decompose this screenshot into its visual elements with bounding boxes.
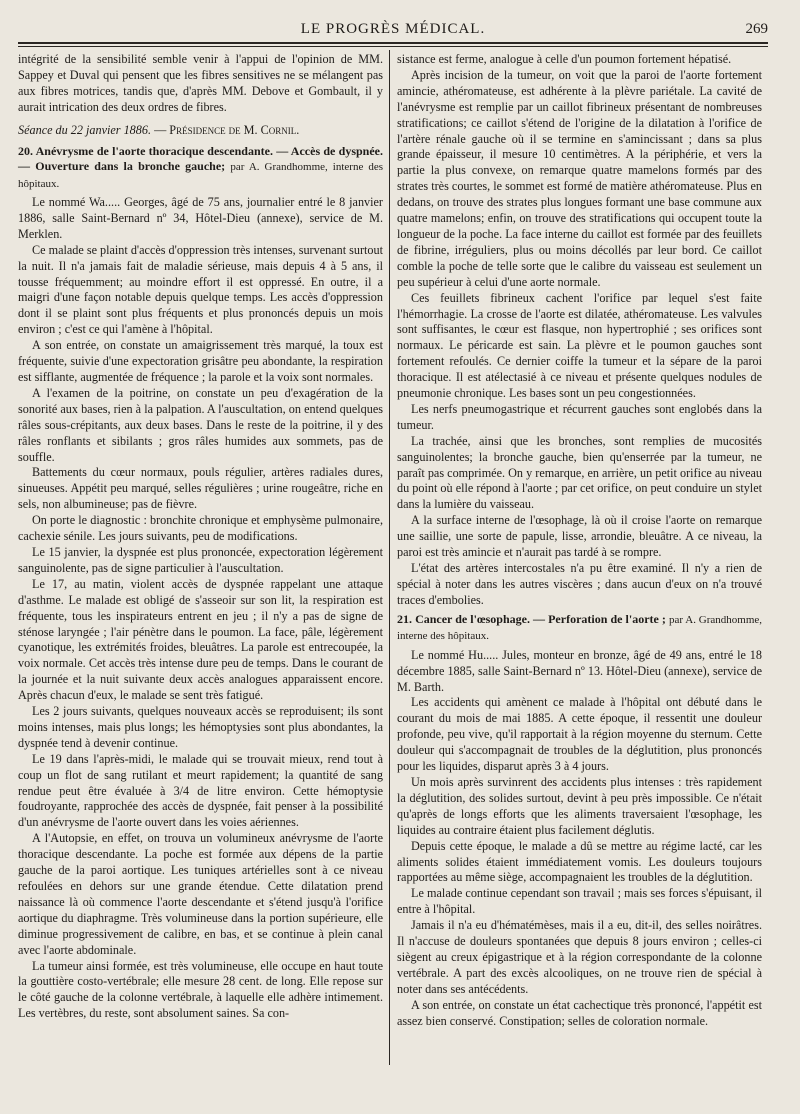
paragraph: A la surface interne de l'œsophage, là où il croise l'aorte on remarque une saillie, une sorte de papule, lisse, arrondie, bleuâtre. A ce niveau, la paroi est très amincie et n'aurait pas tardé à se rompre. — [397, 513, 762, 560]
paragraph: Battements du cœur normaux, pouls régulier, artères radiales dures, sinueuses. Appétit peu marqué, selles régulières ; urine rougeâtre, riche en sels, non albumineuse; pas de fièvre. — [18, 465, 383, 512]
paragraph: sistance est ferme, analogue à celle d'un poumon fortement hépatisé. — [397, 52, 732, 66]
paragraph: Ces feuillets fibrineux cachent l'orifice par lequel s'est faite l'hémorrhagie. La crosse de l'aorte est dilatée, athéromateuse. Les valvules sont suffisantes, le cœur est flasque, non hypertrophié ; ses orifices sont normaux. Le péricarde est sain. La plèvre et le poumon gauches sont fortement refoulés. Ce dernier coiffe la tumeur et la sépare de la paroi thoracique. Il est atélectasié à ce niveau et présente quelques nodules de pneumonie chronique. Les bases sont un peu congestionnées. — [397, 290, 762, 401]
column-divider — [389, 50, 390, 1065]
header-rule — [18, 46, 768, 47]
paragraph: Le 19 dans l'après-midi, le malade qui se trouvait mieux, rend tout à coup un flot de sang rutilant et meurt rapidement; la quantité de sang rendue peut être évaluée à 3/4 de litre environ. Cette hémoptysie foudroyante, rapprochée des accès de dyspnée, fait penser à la possibilité d'un anévrysme de l'aorte ouvert dans les voies aériennes. — [18, 751, 383, 830]
paragraph: A son entrée, on constate un état cachectique très prononcé, l'appétit est assez bien conservé. Constipation; selles de coloration normale. — [397, 997, 762, 1028]
paragraph: Après incision de la tumeur, on voit que la paroi de l'aorte fortement amincie, athéromateuse, est adhérente à la plèvre pariétale. La cavité de l'anévrysme est remplie par un caillot fibrineux présentant de nombreuses stratifications; ce caillot s'étend de l'origine de la dilatation à l'orifice de l'artère rénale gauche où il se termine en s'amincissant ; dans sa plus grande épaisseur, il mesure 10 centimètres. A la périphérie, et vers la partie la plus convexe, on remarque quatre mamelons formés par des strates très courtes, le sommet est formé de matière athéromateuse. Plus en dedans, on trouve des strates plus longues formant une base commune aux quatre mamelons; enfin, on trouve des stratifications qui occupent toute la longueur de la poche. La face interne du caillot est formée par des feuillets de fibrine, irréguliers, plus ou moins décollés par leur bord. Ce caillot comble la poche de telle sorte que le calibre du vaisseau est seulement un peu supérieur à celui d'une aorte normale. — [397, 67, 762, 289]
paragraph: Le malade continue cependant son travail ; mais ses forces s'épuisant, il entre à l'hôpital. — [397, 886, 762, 917]
page-number: 269 — [745, 21, 768, 37]
running-header — [18, 20, 768, 44]
right-column — [397, 52, 762, 1029]
paragraph: La tumeur ainsi formée, est très volumineuse, elle occupe en haut toute la gouttière costo-vertébrale; elle mesure 28 cent. de long. Elle repose sur le côté gauche de la colonne vertébrale, à laquelle elle adhère intimement. Les vertèbres, du reste, sont absolument saines. Sa con- — [18, 958, 383, 1021]
seance-date: Séance du 22 janvier 1886. — [18, 122, 152, 137]
journal-title: LE PROGRÈS MÉDICAL. — [300, 21, 486, 37]
paragraph: L'état des artères intercostales n'a pu être examiné. Il n'y a rien de spécial à noter dans les autres viscères ; dans aucun d'eux on n'a trouvé traces d'embolies. — [397, 561, 762, 607]
paragraph: La trachée, ainsi que les bronches, sont remplies de mucosités sanguinolentes; la bronche gauche, bien qu'enserrée par la tumeur, ne paraît pas comprimée. On y remarque, en arrière, un petit orifice au niveau du point où elle répond à l'aorte ; par cet orifice, on peut conduire un stylet dans la lumière du vaisseau. — [397, 433, 762, 512]
case-21-heading — [397, 612, 762, 645]
left-column — [18, 52, 383, 1022]
paragraph: A son entrée, on constate un amaigrissement très marqué, la toux est fréquente, suivie d'une expectoration grisâtre peu abondante, la respiration est sifflante, augmentée de fréquence ; la parole et la voix sont normales. — [18, 338, 383, 384]
paragraph: Les 2 jours suivants, quelques nouveaux accès se reproduisent; ils sont moins intenses, mais plus longs; les hémoptysies sont plus abondantes, la dyspnée tend à devenir continue. — [18, 704, 383, 750]
paragraph: Ce malade se plaint d'accès d'oppression très intenses, survenant surtout la nuit. Il n'a jamais fait de maladie sérieuse, mais depuis 4 à 5 ans, il tousse fréquemment; au moindre effort il est oppressé. En outre, il a maigri d'une façon notable depuis quelque temps. Les accès d'oppression dont il se plaint sont plus fréquents et plus prononcés depuis un mois environ ; c'est ce qui l'amène à l'hôpital. — [18, 242, 383, 337]
paragraph: Le 17, au matin, violent accès de dyspnée rappelant une attaque d'asthme. Le malade est obligé de s'asseoir sur son lit, la respiration est fréquente, tous les inspirateurs entrent en jeu ; il n'y a pas de signe de sténose laryngée ; l'air pénètre dans le poumon. La face, pâle, légèrement cyanotique, les extrémités froides, bleuâtres. La parole est entrecoupée, la voix normale. Cet accès très intense dure peu de temps. Dans le courant de la journée et la nuit suivante deux accès analogues apparaissent encore. Après chacun d'eux, le malade se sent très fatigué. — [18, 576, 383, 703]
paragraph: Jamais il n'a eu d'hématémèses, mais il a eu, dit-il, des selles noirâtres. Il n'accuse de douleurs spontanées que depuis 8 jours environ ; celles-ci siègent au creux épigastrique et à la région correspondante de la colonne vertébrale. A part des excès alcooliques, on ne trouve rien de spécial à noter dans ses antécédents. — [397, 918, 762, 996]
paragraph: Depuis cette époque, le malade a dû se mettre au régime lacté, car les aliments solides étaient immédiatement vomis. Les douleurs toujours rapportées au même siège, accompagnaient les troubles de la déglutition. — [397, 838, 762, 885]
case-21-author: par A. Grandhomme, interne des hôpitaux. — [397, 613, 763, 643]
paragraph: Un mois après survinrent des accidents plus intenses : très rapidement la déglutition, des solides surtout, devint à peu près impossible. Ce n'était qu'après de longs efforts que les aliments traversaient l'œsophage, les liquides au contraire étaient plus facilement déglutis. — [397, 774, 762, 837]
paragraph: intégrité de la sensibilité semble venir à l'appui de l'opinion de MM. Sappey et Duval qui pensent que les fibres sensitives ne se mélangent pas aux fibres motrices, tandis que, d'après MM. Debove et Gombault, il y aurait intrication des deux ordres de fibres. — [18, 52, 383, 114]
paragraph: On porte le diagnostic : bronchite chronique et emphysème pulmonaire, cachexie sénile. Les jours suivants, peu de modifications. — [18, 513, 383, 544]
case-20-author: par A. Grandhomme, interne des hôpitaux. — [18, 161, 383, 190]
seance-heading — [18, 123, 383, 139]
paragraph: A l'examen de la poitrine, on constate un peu d'exagération de la sonorité aux bases, rien à la palpation. A l'auscultation, on entend quelques râles sous-crépitants, aux deux bases. Dans le reste de la poitrine, il y des râles ronflants et sibilants ; gros râles humides aux sommets, pas de souffle. — [18, 385, 383, 464]
seance-presidence: — Présidence de M. Cornil. — [154, 122, 300, 137]
paragraph: Les nerfs pneumogastrique et récurrent gauches sont englobés dans la tumeur. — [397, 401, 762, 432]
case-20-heading — [18, 144, 383, 193]
paragraph: A l'Autopsie, en effet, on trouva un volumineux anévrysme de l'aorte thoracique descendante. La poche est formée aux dépens de la partie gauche de la paroi aortique. Les tuniques artérielles sont à ce niveau refoulées en dehors sur une grande étendue. Cette dilatation prend naissance là où commence l'aorte descendante et s'étend jusqu'à l'orifice aortique du diaphragme. Très volumineuse dans la portion supérieure, elle diminue progressivement de calibre, en bas, et se continue à plein canal avec l'aorte abdominale. — [18, 831, 383, 957]
case-20-title: 20. Anévrysme de l'aorte thoracique descendante. — Accès de dyspnée. — Ouverture dans la bronche gauche; — [18, 143, 383, 174]
paragraph: Le nommé Hu..... Jules, monteur en bronze, âgé de 49 ans, entré le 18 décembre 1885, salle Saint-Bernard nº 13. Hôtel-Dieu (annexe), service de M. Barth. — [397, 647, 762, 694]
case-21-title: 21. Cancer de l'œsophage. — Perforation de l'aorte ; — [397, 611, 666, 626]
paragraph: Le 15 janvier, la dyspnée est plus prononcée, expectoration légèrement sanguinolente, pas de signe particulier à l'auscultation. — [18, 544, 383, 575]
paragraph: Le nommé Wa..... Georges, âgé de 75 ans, journalier entré le 8 janvier 1886, salle Saint-Bernard nº 34, Hôtel-Dieu (annexe), service de M. Merklen. — [18, 195, 383, 241]
paragraph: Les accidents qui amènent ce malade à l'hôpital ont débuté dans le courant du mois de mai 1885. A cette époque, il ressentit une douleur profonde, peu vive, qu'il rapportait à la région moyenne du sternum. Cette douleur qui s'accompagnait de troubles de la déglutition, plus prononcés pour les liquides, disparut après 3 à 4 jours. — [397, 695, 762, 774]
